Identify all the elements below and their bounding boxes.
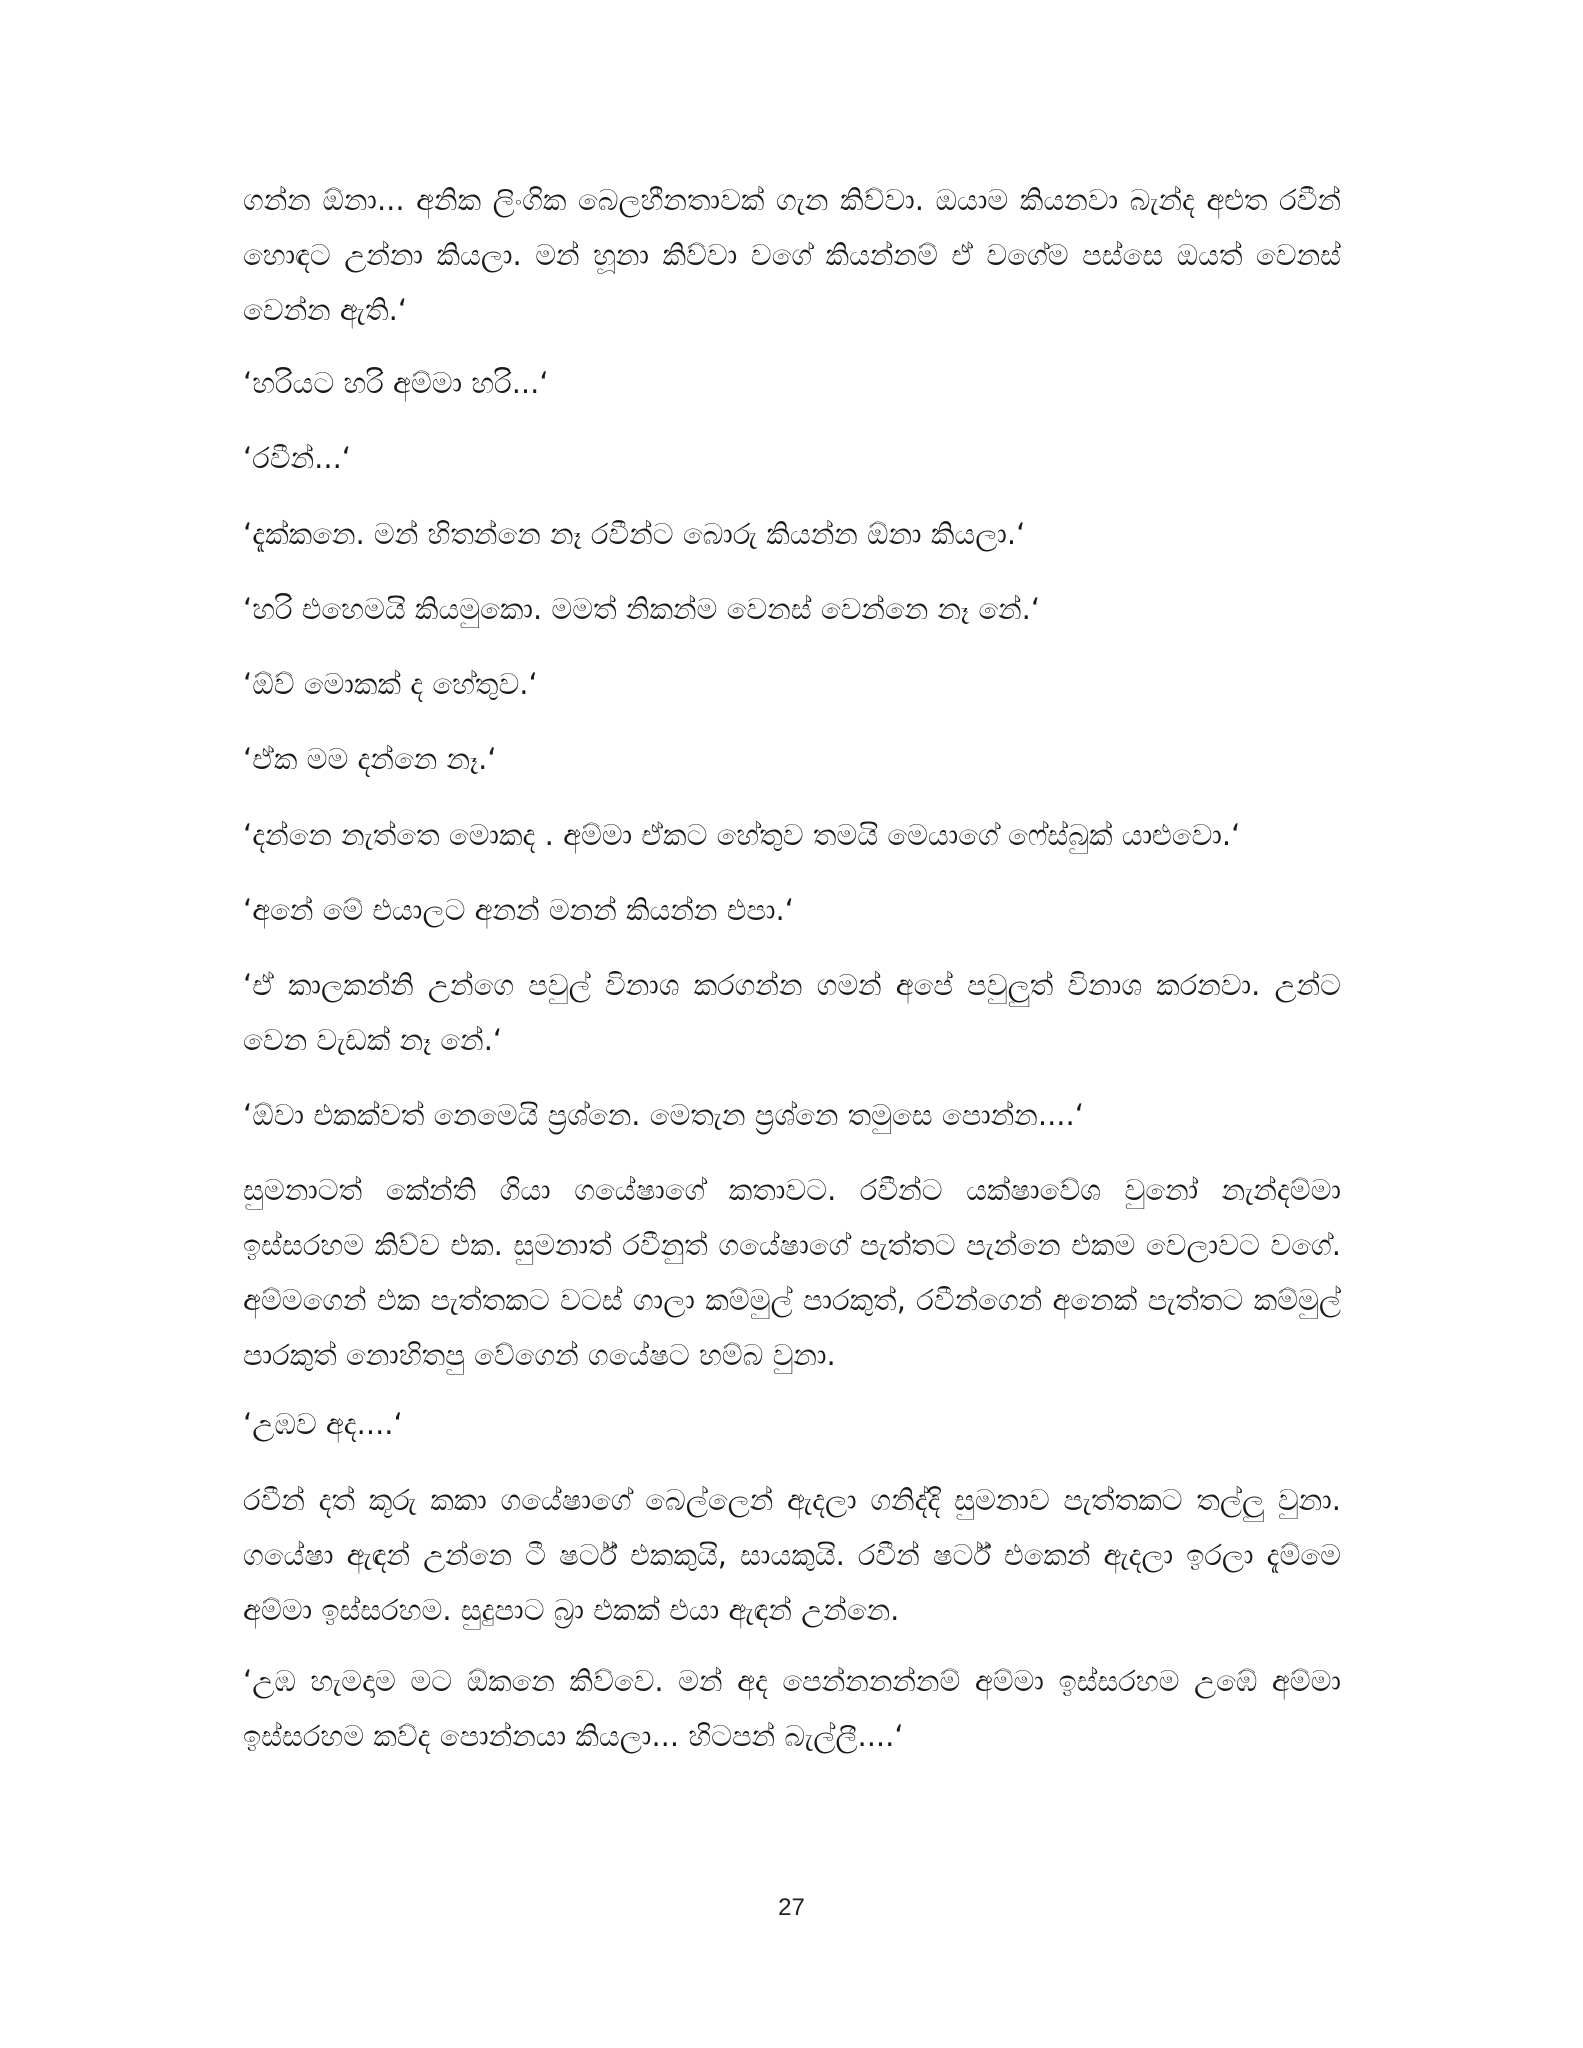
- dialogue-paragraph: ‘උඹ හැමදාම මට ඕකනෙ කිව්වෙ. මන් අද පෙන්නනන්නම් අම්මා ඉස්සරහම උඹේ අම්මා ඉස්සරහම කව්ද පොන්නයා කියලා... හිටපන් බැල්ලී....‘: [243, 1664, 1341, 1753]
- dialogue-line: ‘දැක්කනෙ. මන් හිතන්නෙ නෑ රවීන්ට බොරු කියන්න ඕනා කියලා.‘: [243, 517, 1026, 551]
- dialogue-line: ‘ඒක මම දන්නෙ නෑ.‘: [243, 742, 497, 776]
- dialogue-line: ‘දන්නෙ නැත්තෙ මොකද . අම්මා ඒකට හේතුව තමයි මෙයාගේ ෆේස්බුක් යාළුවො.‘: [243, 818, 1241, 852]
- dialogue-line: ‘උඹව අද....‘: [243, 1407, 403, 1441]
- page-number: 27: [778, 1894, 805, 1921]
- dialogue-line: ‘හරි එහෙමයි කියමුකො. මමත් නිකන්ම වෙනස් වෙන්නෙ නෑ නේ.‘: [243, 592, 1041, 626]
- dialogue-paragraph: ‘ඒ කාලකන්නි උන්ගෙ පවුල් විනාශ කරගන්න ගමන් අපේ පවුලුත් විනාශ කරනවා. උන්ට වෙන වැඩක් නෑ නේ.‘: [243, 968, 1341, 1057]
- dialogue-line: ‘ඕව් මොකක් ද හේතුව.‘: [243, 667, 538, 701]
- paragraph-continuation: ගන්න ඕනා... අනික ලිංගික බෙලහීනතාවක් ගැන කිව්වා. ඔයාම කියනවා බැන්ද අළුත රවීන් හොඳට උන්නා කියලා. මන් හූනා කිව්වා වගේ කියන්නම් ඒ වගේම පස්සෙ ඔයත් වෙනස් වෙන්න ඇති.‘: [243, 183, 1341, 327]
- dialogue-line: ‘ඕවා එකක්වත් නෙමෙයි ප්‍රශ්නෙ. මෙතැන ප්‍රශ්නෙ තමුසෙ පොන්න....‘: [243, 1098, 1084, 1132]
- narrative-paragraph: සුමනාටත් කේන්ති ගියා ගයේෂාගේ කතාවට. රවීන්ට යක්ෂාවේශ වුනෝ නැන්දම්මා ඉස්සරහම කිව්ව එක. සුමනාත් රවීනුත් ගයේෂාගේ පැත්තට පැන්නෙ එකම වෙලාවට වගේ. අම්මගෙන් එක පැත්තකට වටස් ගාලා කම්මුල් පාරකුත්, රවීන්ගෙන් අනෙක් පැත්තට කම්මුල් පාරකුත් නොහිතපු වේගෙන් ගයේෂට හම්බ වුනා.: [243, 1173, 1341, 1372]
- dialogue-line: ‘අනේ මේ එයාලට අනන් මනන් කියන්න එපා.‘: [243, 893, 794, 927]
- dialogue-line: ‘රවීන්...‘: [243, 441, 352, 475]
- narrative-paragraph: රවීන් දත් කූරු කකා ගයේෂාගේ බෙල්ලෙන් ඇදලා ගනිද්දි සුමනාව පැත්තකට තල්ලු වුනා. ගයේෂා ඇඳන් උන්නෙ ටී ෂර්ට් එකකුයි, සායකුයි. රවීන් ෂර්ට් එකෙන් ඇදලා ඉරලා දැම්මෙ අම්මා ඉස්සරහම. සුදුපාට බ්‍රා එකක් එයා ඇඳන් උන්නෙ.: [243, 1483, 1341, 1627]
- dialogue-line: ‘හරියට හරි අම්මා හරි...‘: [243, 366, 549, 400]
